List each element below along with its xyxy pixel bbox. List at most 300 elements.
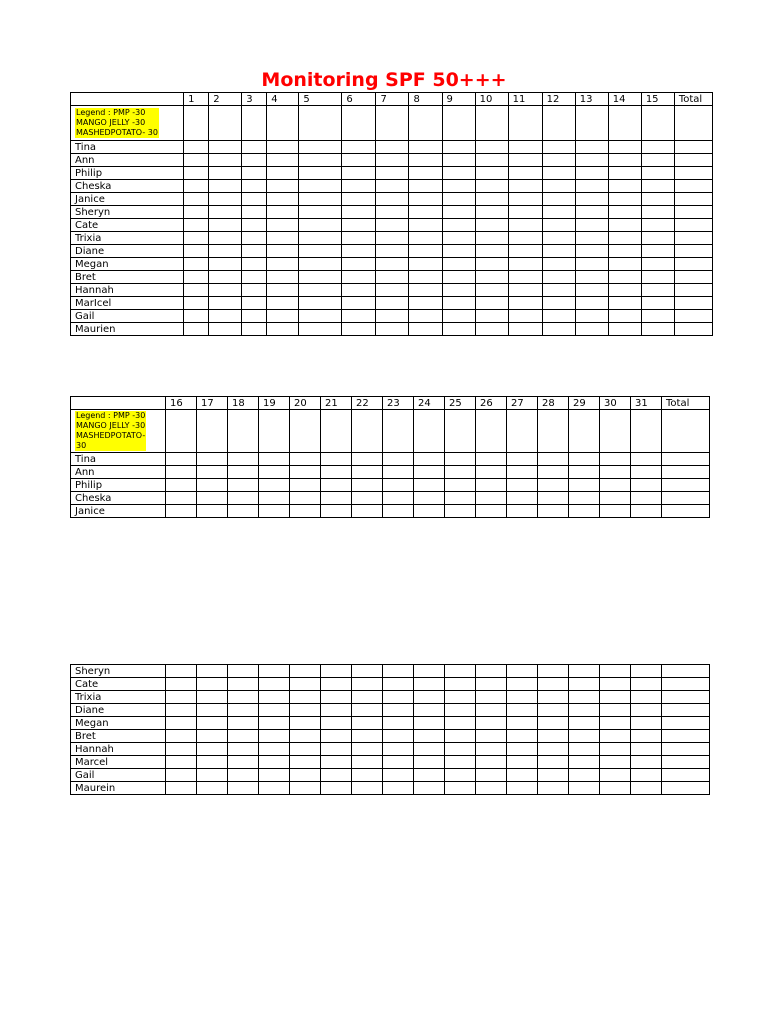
entry-cell[interactable] (228, 704, 259, 717)
entry-cell[interactable] (166, 756, 197, 769)
entry-cell[interactable] (197, 466, 228, 479)
entry-cell[interactable] (575, 258, 608, 271)
entry-cell[interactable] (321, 756, 352, 769)
entry-cell[interactable] (342, 154, 376, 167)
entry-cell[interactable] (445, 769, 476, 782)
entry-cell[interactable] (209, 206, 242, 219)
entry-cell[interactable] (197, 782, 228, 795)
entry-cell[interactable] (267, 232, 299, 245)
entry-cell[interactable] (184, 323, 209, 336)
entry-cell[interactable] (259, 782, 290, 795)
entry-cell[interactable] (569, 505, 600, 518)
entry-cell[interactable] (608, 232, 641, 245)
entry-cell[interactable] (383, 730, 414, 743)
entry-cell[interactable] (641, 310, 674, 323)
entry-cell[interactable] (608, 284, 641, 297)
entry-cell[interactable] (209, 232, 242, 245)
entry-cell[interactable] (538, 466, 569, 479)
entry-cell[interactable] (376, 180, 409, 193)
entry-cell[interactable] (342, 245, 376, 258)
entry-cell[interactable] (242, 167, 267, 180)
entry-cell[interactable] (542, 258, 575, 271)
entry-cell[interactable] (184, 180, 209, 193)
entry-cell[interactable] (342, 180, 376, 193)
entry-cell[interactable] (445, 479, 476, 492)
entry-cell[interactable] (259, 466, 290, 479)
entry-cell[interactable] (352, 505, 383, 518)
entry-cell[interactable] (608, 141, 641, 154)
entry-cell[interactable] (445, 782, 476, 795)
entry-cell[interactable] (569, 492, 600, 505)
entry-cell[interactable] (569, 691, 600, 704)
entry-cell[interactable] (352, 453, 383, 466)
entry-cell[interactable] (641, 323, 674, 336)
entry-cell[interactable] (538, 678, 569, 691)
entry-cell[interactable] (267, 310, 299, 323)
entry-cell[interactable] (409, 154, 442, 167)
entry-cell[interactable] (299, 245, 342, 258)
entry-cell[interactable] (376, 206, 409, 219)
entry-cell[interactable] (209, 323, 242, 336)
entry-cell[interactable] (342, 284, 376, 297)
entry-cell[interactable] (376, 271, 409, 284)
entry-cell[interactable] (662, 492, 710, 505)
entry-cell[interactable] (631, 665, 662, 678)
entry-cell[interactable] (299, 219, 342, 232)
entry-cell[interactable] (569, 717, 600, 730)
entry-cell[interactable] (600, 717, 631, 730)
entry-cell[interactable] (383, 453, 414, 466)
entry-cell[interactable] (641, 245, 674, 258)
entry-cell[interactable] (641, 284, 674, 297)
entry-cell[interactable] (352, 717, 383, 730)
entry-cell[interactable] (475, 167, 508, 180)
entry-cell[interactable] (352, 479, 383, 492)
entry-cell[interactable] (475, 297, 508, 310)
entry-cell[interactable] (184, 206, 209, 219)
entry-cell[interactable] (631, 769, 662, 782)
entry-cell[interactable] (507, 691, 538, 704)
entry-cell[interactable] (267, 258, 299, 271)
entry-cell[interactable] (383, 756, 414, 769)
entry-cell[interactable] (376, 297, 409, 310)
entry-cell[interactable] (342, 271, 376, 284)
entry-cell[interactable] (209, 167, 242, 180)
entry-cell[interactable] (166, 730, 197, 743)
entry-cell[interactable] (242, 284, 267, 297)
entry-cell[interactable] (299, 284, 342, 297)
entry-cell[interactable] (608, 297, 641, 310)
entry-cell[interactable] (674, 284, 712, 297)
entry-cell[interactable] (409, 206, 442, 219)
entry-cell[interactable] (569, 730, 600, 743)
entry-cell[interactable] (600, 730, 631, 743)
entry-cell[interactable] (197, 479, 228, 492)
entry-cell[interactable] (542, 141, 575, 154)
entry-cell[interactable] (608, 180, 641, 193)
entry-cell[interactable] (267, 141, 299, 154)
entry-cell[interactable] (259, 678, 290, 691)
entry-cell[interactable] (631, 505, 662, 518)
entry-cell[interactable] (641, 297, 674, 310)
entry-cell[interactable] (290, 782, 321, 795)
entry-cell[interactable] (383, 782, 414, 795)
entry-cell[interactable] (228, 769, 259, 782)
entry-cell[interactable] (542, 167, 575, 180)
entry-cell[interactable] (290, 479, 321, 492)
entry-cell[interactable] (476, 678, 507, 691)
entry-cell[interactable] (442, 206, 475, 219)
entry-cell[interactable] (321, 730, 352, 743)
entry-cell[interactable] (197, 505, 228, 518)
entry-cell[interactable] (184, 141, 209, 154)
entry-cell[interactable] (674, 180, 712, 193)
entry-cell[interactable] (608, 258, 641, 271)
entry-cell[interactable] (538, 782, 569, 795)
entry-cell[interactable] (538, 505, 569, 518)
entry-cell[interactable] (442, 193, 475, 206)
entry-cell[interactable] (442, 245, 475, 258)
entry-cell[interactable] (259, 704, 290, 717)
entry-cell[interactable] (600, 466, 631, 479)
entry-cell[interactable] (674, 323, 712, 336)
entry-cell[interactable] (414, 678, 445, 691)
entry-cell[interactable] (383, 505, 414, 518)
entry-cell[interactable] (600, 769, 631, 782)
entry-cell[interactable] (267, 154, 299, 167)
entry-cell[interactable] (321, 743, 352, 756)
entry-cell[interactable] (475, 232, 508, 245)
entry-cell[interactable] (197, 756, 228, 769)
entry-cell[interactable] (376, 141, 409, 154)
entry-cell[interactable] (508, 297, 542, 310)
entry-cell[interactable] (228, 492, 259, 505)
entry-cell[interactable] (662, 756, 710, 769)
entry-cell[interactable] (641, 167, 674, 180)
entry-cell[interactable] (569, 453, 600, 466)
entry-cell[interactable] (608, 245, 641, 258)
entry-cell[interactable] (674, 193, 712, 206)
entry-cell[interactable] (321, 479, 352, 492)
entry-cell[interactable] (267, 219, 299, 232)
entry-cell[interactable] (166, 769, 197, 782)
entry-cell[interactable] (445, 466, 476, 479)
entry-cell[interactable] (342, 297, 376, 310)
entry-cell[interactable] (508, 232, 542, 245)
entry-cell[interactable] (476, 769, 507, 782)
entry-cell[interactable] (476, 782, 507, 795)
entry-cell[interactable] (352, 782, 383, 795)
entry-cell[interactable] (475, 180, 508, 193)
entry-cell[interactable] (409, 232, 442, 245)
entry-cell[interactable] (383, 743, 414, 756)
entry-cell[interactable] (409, 219, 442, 232)
entry-cell[interactable] (542, 232, 575, 245)
entry-cell[interactable] (442, 310, 475, 323)
entry-cell[interactable] (242, 154, 267, 167)
entry-cell[interactable] (662, 505, 710, 518)
entry-cell[interactable] (507, 704, 538, 717)
entry-cell[interactable] (376, 219, 409, 232)
entry-cell[interactable] (445, 453, 476, 466)
entry-cell[interactable] (414, 466, 445, 479)
entry-cell[interactable] (507, 665, 538, 678)
entry-cell[interactable] (259, 665, 290, 678)
entry-cell[interactable] (442, 232, 475, 245)
entry-cell[interactable] (575, 297, 608, 310)
entry-cell[interactable] (475, 284, 508, 297)
entry-cell[interactable] (445, 665, 476, 678)
entry-cell[interactable] (342, 219, 376, 232)
entry-cell[interactable] (299, 310, 342, 323)
entry-cell[interactable] (259, 730, 290, 743)
entry-cell[interactable] (290, 704, 321, 717)
entry-cell[interactable] (507, 505, 538, 518)
entry-cell[interactable] (442, 154, 475, 167)
entry-cell[interactable] (184, 258, 209, 271)
entry-cell[interactable] (445, 678, 476, 691)
entry-cell[interactable] (267, 271, 299, 284)
entry-cell[interactable] (445, 756, 476, 769)
entry-cell[interactable] (608, 206, 641, 219)
entry-cell[interactable] (575, 284, 608, 297)
entry-cell[interactable] (352, 730, 383, 743)
entry-cell[interactable] (475, 206, 508, 219)
entry-cell[interactable] (376, 310, 409, 323)
entry-cell[interactable] (242, 310, 267, 323)
entry-cell[interactable] (228, 756, 259, 769)
entry-cell[interactable] (414, 769, 445, 782)
entry-cell[interactable] (290, 756, 321, 769)
entry-cell[interactable] (608, 193, 641, 206)
entry-cell[interactable] (352, 691, 383, 704)
entry-cell[interactable] (600, 678, 631, 691)
entry-cell[interactable] (184, 297, 209, 310)
entry-cell[interactable] (209, 180, 242, 193)
entry-cell[interactable] (507, 782, 538, 795)
entry-cell[interactable] (662, 691, 710, 704)
entry-cell[interactable] (209, 297, 242, 310)
entry-cell[interactable] (442, 167, 475, 180)
entry-cell[interactable] (259, 743, 290, 756)
entry-cell[interactable] (342, 232, 376, 245)
entry-cell[interactable] (674, 310, 712, 323)
entry-cell[interactable] (575, 232, 608, 245)
entry-cell[interactable] (166, 453, 197, 466)
entry-cell[interactable] (674, 258, 712, 271)
entry-cell[interactable] (600, 691, 631, 704)
entry-cell[interactable] (538, 704, 569, 717)
entry-cell[interactable] (409, 193, 442, 206)
entry-cell[interactable] (242, 258, 267, 271)
entry-cell[interactable] (508, 323, 542, 336)
entry-cell[interactable] (342, 258, 376, 271)
entry-cell[interactable] (166, 782, 197, 795)
entry-cell[interactable] (507, 717, 538, 730)
entry-cell[interactable] (352, 665, 383, 678)
entry-cell[interactable] (290, 492, 321, 505)
entry-cell[interactable] (290, 466, 321, 479)
entry-cell[interactable] (662, 665, 710, 678)
entry-cell[interactable] (508, 271, 542, 284)
entry-cell[interactable] (538, 453, 569, 466)
entry-cell[interactable] (569, 665, 600, 678)
entry-cell[interactable] (383, 717, 414, 730)
entry-cell[interactable] (228, 717, 259, 730)
entry-cell[interactable] (352, 466, 383, 479)
entry-cell[interactable] (414, 665, 445, 678)
entry-cell[interactable] (228, 665, 259, 678)
entry-cell[interactable] (442, 284, 475, 297)
entry-cell[interactable] (507, 743, 538, 756)
entry-cell[interactable] (600, 743, 631, 756)
entry-cell[interactable] (383, 704, 414, 717)
entry-cell[interactable] (507, 466, 538, 479)
entry-cell[interactable] (508, 154, 542, 167)
entry-cell[interactable] (662, 769, 710, 782)
entry-cell[interactable] (321, 505, 352, 518)
entry-cell[interactable] (475, 154, 508, 167)
entry-cell[interactable] (352, 678, 383, 691)
entry-cell[interactable] (538, 717, 569, 730)
entry-cell[interactable] (259, 505, 290, 518)
entry-cell[interactable] (476, 756, 507, 769)
entry-cell[interactable] (475, 258, 508, 271)
entry-cell[interactable] (445, 730, 476, 743)
entry-cell[interactable] (184, 193, 209, 206)
entry-cell[interactable] (352, 769, 383, 782)
entry-cell[interactable] (197, 678, 228, 691)
entry-cell[interactable] (197, 691, 228, 704)
entry-cell[interactable] (600, 665, 631, 678)
entry-cell[interactable] (228, 782, 259, 795)
entry-cell[interactable] (508, 310, 542, 323)
entry-cell[interactable] (290, 691, 321, 704)
entry-cell[interactable] (542, 180, 575, 193)
entry-cell[interactable] (641, 141, 674, 154)
entry-cell[interactable] (376, 232, 409, 245)
entry-cell[interactable] (631, 717, 662, 730)
entry-cell[interactable] (508, 141, 542, 154)
entry-cell[interactable] (166, 492, 197, 505)
entry-cell[interactable] (166, 691, 197, 704)
entry-cell[interactable] (197, 769, 228, 782)
entry-cell[interactable] (575, 206, 608, 219)
entry-cell[interactable] (166, 665, 197, 678)
entry-cell[interactable] (662, 453, 710, 466)
entry-cell[interactable] (600, 479, 631, 492)
entry-cell[interactable] (409, 245, 442, 258)
entry-cell[interactable] (352, 704, 383, 717)
entry-cell[interactable] (228, 479, 259, 492)
entry-cell[interactable] (376, 167, 409, 180)
entry-cell[interactable] (197, 717, 228, 730)
entry-cell[interactable] (414, 756, 445, 769)
entry-cell[interactable] (507, 678, 538, 691)
entry-cell[interactable] (508, 219, 542, 232)
entry-cell[interactable] (476, 466, 507, 479)
entry-cell[interactable] (476, 665, 507, 678)
entry-cell[interactable] (631, 453, 662, 466)
entry-cell[interactable] (166, 678, 197, 691)
entry-cell[interactable] (228, 505, 259, 518)
entry-cell[interactable] (242, 271, 267, 284)
entry-cell[interactable] (508, 193, 542, 206)
entry-cell[interactable] (383, 479, 414, 492)
entry-cell[interactable] (674, 154, 712, 167)
entry-cell[interactable] (259, 717, 290, 730)
entry-cell[interactable] (228, 730, 259, 743)
entry-cell[interactable] (600, 704, 631, 717)
entry-cell[interactable] (575, 310, 608, 323)
entry-cell[interactable] (242, 245, 267, 258)
entry-cell[interactable] (376, 245, 409, 258)
entry-cell[interactable] (600, 492, 631, 505)
entry-cell[interactable] (641, 271, 674, 284)
entry-cell[interactable] (575, 141, 608, 154)
entry-cell[interactable] (569, 479, 600, 492)
entry-cell[interactable] (242, 206, 267, 219)
entry-cell[interactable] (409, 271, 442, 284)
entry-cell[interactable] (290, 769, 321, 782)
entry-cell[interactable] (662, 782, 710, 795)
entry-cell[interactable] (383, 691, 414, 704)
entry-cell[interactable] (475, 245, 508, 258)
entry-cell[interactable] (442, 258, 475, 271)
entry-cell[interactable] (414, 730, 445, 743)
entry-cell[interactable] (674, 141, 712, 154)
entry-cell[interactable] (321, 691, 352, 704)
entry-cell[interactable] (228, 743, 259, 756)
entry-cell[interactable] (409, 284, 442, 297)
entry-cell[interactable] (674, 219, 712, 232)
entry-cell[interactable] (476, 453, 507, 466)
entry-cell[interactable] (476, 492, 507, 505)
entry-cell[interactable] (600, 505, 631, 518)
entry-cell[interactable] (267, 193, 299, 206)
entry-cell[interactable] (242, 297, 267, 310)
entry-cell[interactable] (259, 453, 290, 466)
entry-cell[interactable] (414, 743, 445, 756)
entry-cell[interactable] (608, 323, 641, 336)
entry-cell[interactable] (442, 180, 475, 193)
entry-cell[interactable] (542, 245, 575, 258)
entry-cell[interactable] (508, 206, 542, 219)
entry-cell[interactable] (476, 479, 507, 492)
entry-cell[interactable] (299, 297, 342, 310)
entry-cell[interactable] (209, 284, 242, 297)
entry-cell[interactable] (476, 730, 507, 743)
entry-cell[interactable] (445, 492, 476, 505)
entry-cell[interactable] (445, 717, 476, 730)
entry-cell[interactable] (342, 193, 376, 206)
entry-cell[interactable] (476, 717, 507, 730)
entry-cell[interactable] (342, 310, 376, 323)
entry-cell[interactable] (209, 245, 242, 258)
entry-cell[interactable] (674, 297, 712, 310)
entry-cell[interactable] (641, 232, 674, 245)
entry-cell[interactable] (507, 453, 538, 466)
entry-cell[interactable] (299, 258, 342, 271)
entry-cell[interactable] (197, 704, 228, 717)
entry-cell[interactable] (631, 756, 662, 769)
entry-cell[interactable] (641, 206, 674, 219)
entry-cell[interactable] (409, 258, 442, 271)
entry-cell[interactable] (575, 245, 608, 258)
entry-cell[interactable] (409, 310, 442, 323)
entry-cell[interactable] (209, 219, 242, 232)
entry-cell[interactable] (569, 769, 600, 782)
